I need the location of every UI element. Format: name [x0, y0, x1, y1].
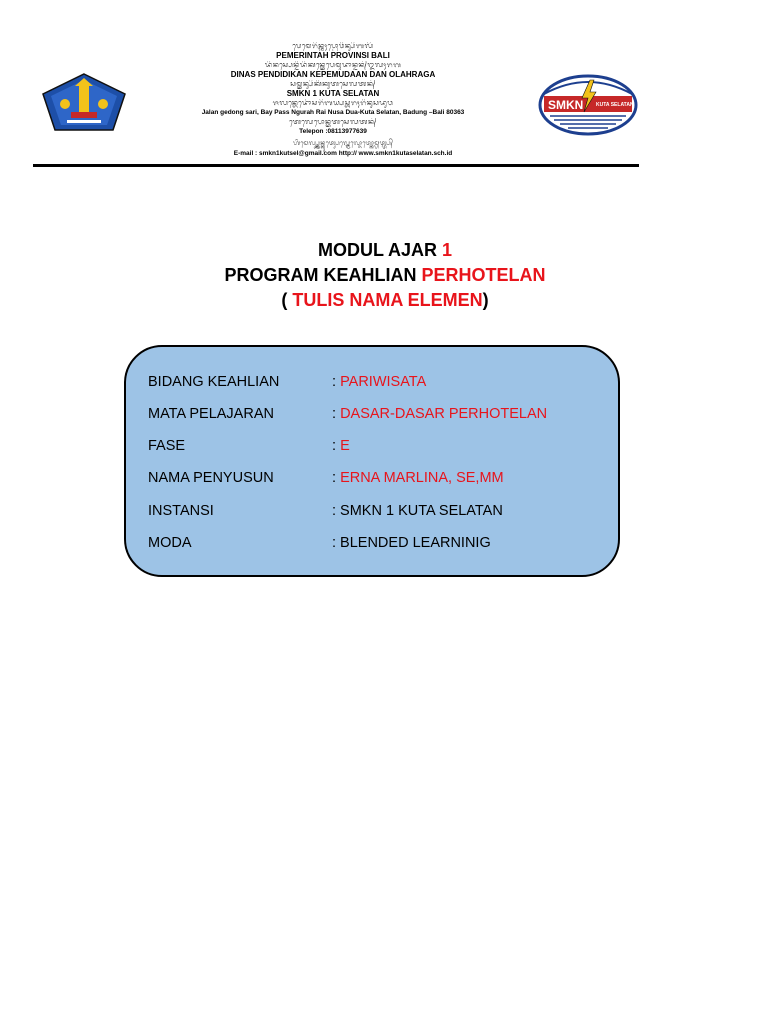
letterhead-government: PEMERINTAH PROVINSI BALI: [276, 51, 390, 60]
balinese-script-line: ᬧᬾᬫᬾᬭᬶᬦ᭄ᬢᬄᬧ᭄ᬭᭀᬯᬶᬦ᭄ᬲᬶᬩᬮᬶ: [292, 43, 374, 50]
info-label: NAMA PENYUSUN: [148, 470, 274, 486]
info-label: MODA: [148, 535, 192, 551]
letterhead: [33, 40, 639, 164]
letterhead-phone: Telepon :08113977639: [299, 128, 367, 135]
info-value: : E: [332, 438, 350, 454]
balinese-script-line: ᬲᬫ᭄ᬓᬦ᭄ᬲᬶᬓᬶᬓᬸᬢᬲᬾᬮᬢᬦ᭄: [290, 81, 376, 88]
element-name: TULIS NAMA ELEMEN: [292, 290, 483, 310]
element-open-paren: (: [281, 290, 293, 310]
balinese-script-line: ᬤᬶᬦᬲ᭄ᬧᬾᬦ᭄ᬤᬶᬤᬶᬓᬦ᭄ᬓᬾᬧᬾᬫᬸᬤᬵᬦ᭄ᬤᬦ᭄ᬑᬮᬄᬭᬕ: [264, 62, 402, 69]
smkn-logo-subtext: KUTA SELATAN: [596, 102, 634, 108]
program-name: PERHOTELAN: [421, 265, 546, 285]
info-value: : BLENDED LEARNINIG: [332, 535, 491, 551]
program-title: [100, 263, 670, 288]
info-value: : DASAR-DASAR PERHOTELAN: [332, 406, 548, 422]
info-label: BIDANG KEAHLIAN: [148, 374, 280, 390]
balinese-script-line: ᬳᬶᬫᬾᬮ᭄ᬲ᭄ᬫ᭄ᬓᬦ᭄ᬓᬸᬢ᭄ᬲᬾᬮ᭄ᬕ᭄ᬫᬾᬮ᭄ᬤᭀᬢ᭄ᬓᭀᬫ᭄ᬳᬢ᭄ᬢ᭄ᬧ᭄: [292, 141, 394, 147]
letterhead-school-name: SMKN 1 KUTA SELATAN: [286, 89, 380, 98]
letterhead-contact: E-mail : smkn1kutsel@gmail.com http:// www.smkn1kutaselatan.sch.id: [233, 150, 453, 157]
info-label: INSTANSI: [148, 503, 214, 519]
module-title: [100, 238, 670, 263]
module-title-block: [100, 238, 670, 313]
letterhead-text: [133, 40, 533, 137]
info-label: FASE: [148, 438, 186, 454]
bali-province-emblem-icon: [41, 72, 127, 132]
balinese-script-line: ᬢᬾᬮᬾᬧᭀᬦ᭄ᬓᬸᬢᬲᬾᬮᬢᬦ᭄: [289, 119, 377, 126]
info-value: : SMKN 1 KUTA SELATAN: [332, 503, 503, 519]
letterhead-agency: DINAS PENDIDIKAN KEPEMUDAAN DAN OLAHRAGA: [230, 70, 436, 79]
info-value: : ERNA MARLINA, SE,MM: [332, 470, 504, 486]
info-label: MATA PELAJARAN: [148, 406, 274, 422]
element-close-paren: ): [482, 290, 489, 310]
letterhead-address: Jalan gedong sari, Bay Pass Ngurah Rai Nusa Dua-Kuta Selatan, Badung –Bali 80363: [201, 109, 465, 116]
module-info-box: [124, 345, 620, 577]
smkn-logo-icon: [538, 74, 638, 136]
info-value: : PARIWISATA: [332, 374, 427, 390]
balinese-script-line: ᬚᬮᬦ᭄ᬕᬾᬤᭀᬂᬲᬭᬶᬩᬬ᭄ᬧᬲ᭄ᬗᬸᬭᬄᬭᬶᬦᬸᬲᬤᬸᬯ: [272, 100, 394, 107]
element-title: [100, 288, 670, 313]
smkn-logo-text: SMKN: [548, 98, 584, 112]
program-title-prefix: PROGRAM KEAHLIAN: [224, 265, 422, 285]
module-title-prefix: MODUL AJAR: [317, 240, 442, 260]
letterhead-divider: [33, 164, 639, 167]
module-number: 1: [442, 240, 453, 260]
